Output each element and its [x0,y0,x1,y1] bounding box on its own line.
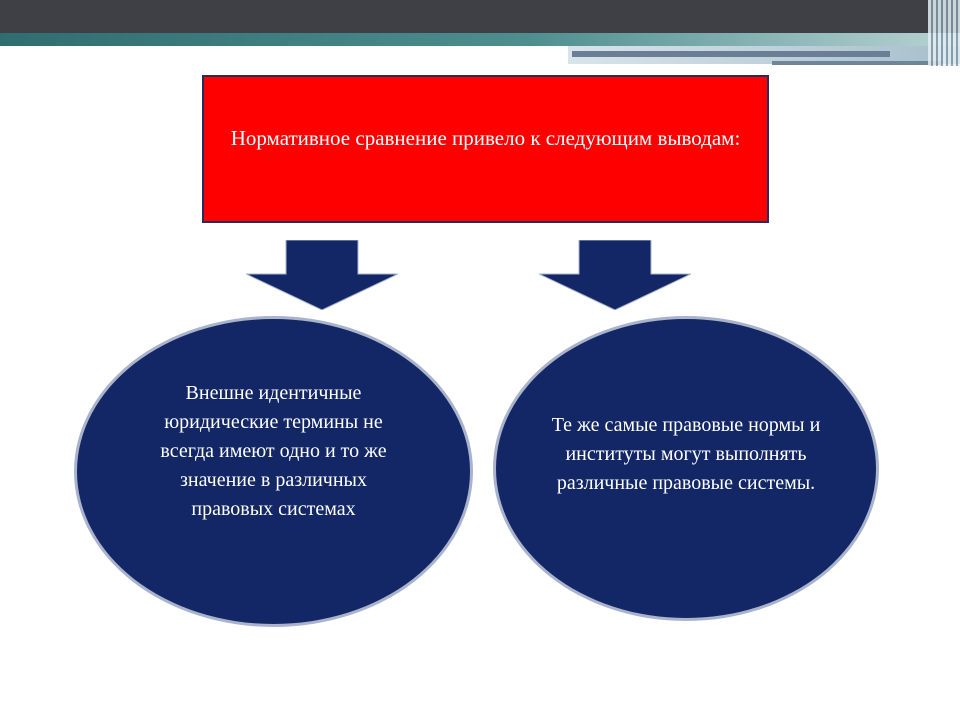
teal-stripe [0,33,960,46]
down-arrow-left-icon [246,240,398,310]
conclusion-text-right: Те же самые правовые нормы и институты могут выполнять различные правовые системы. [551,414,821,494]
conclusion-ellipse-right [493,316,879,621]
accent-stripe-dark [572,51,890,57]
header-band [0,0,960,33]
title-box [202,75,769,223]
conclusion-text-left: Внешне идентичные юридические термины не всегда имеют одно и то же значение в различных правовых системах [160,382,387,520]
conclusion-ellipse-left [74,316,473,627]
accent-stripe-thin [772,61,942,65]
title-text: Нормативное сравнение привело к следующим выводам: [230,126,741,150]
corner-bars [928,0,960,66]
down-arrow-right-icon [539,240,691,310]
